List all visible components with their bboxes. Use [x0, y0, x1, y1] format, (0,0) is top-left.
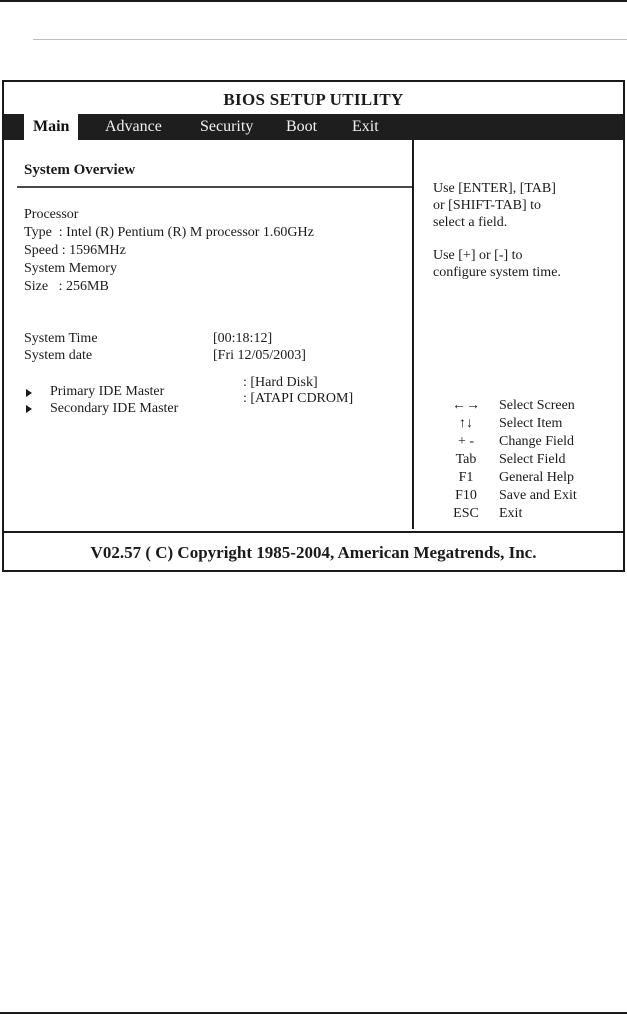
secondary-ide-master-item[interactable]: Secondary IDE Master: [50, 401, 179, 416]
key-description: Select Screen: [499, 398, 575, 413]
key-legend-row: [414, 415, 623, 433]
key-legend-row: [414, 469, 623, 487]
key-legend-row: [414, 397, 623, 415]
submenu-arrow-icon: [26, 389, 32, 397]
left-right-arrows-icon: ←→: [452, 398, 480, 413]
key-label: F1: [458, 470, 474, 485]
menu-bar: [4, 114, 623, 140]
menu-tab-exit[interactable]: Exit: [352, 118, 379, 135]
processor-type: Type : Intel (R) Pentium (R) M processor 1.60GHz: [24, 225, 314, 240]
key-description: Select Item: [499, 416, 563, 431]
help-panel: [414, 140, 623, 529]
key-legend-row: [414, 451, 623, 469]
key-description: Select Field: [499, 452, 566, 467]
key-description: Save and Exit: [499, 488, 577, 503]
key-label: Tab: [455, 452, 477, 467]
bios-setup-window: [2, 80, 625, 572]
system-date-label: System date: [24, 348, 93, 363]
menu-tab-security[interactable]: Security: [200, 118, 254, 135]
memory-label: System Memory: [24, 261, 117, 276]
key-legend-row: [414, 487, 623, 505]
secondary-ide-master-value: : [ATAPI CDROM]: [243, 391, 354, 406]
memory-size: Size : 256MB: [24, 279, 109, 294]
system-time-label: System Time: [24, 331, 98, 346]
key-label: + -: [457, 434, 475, 449]
key-legend-row: [414, 505, 623, 523]
processor-speed: Speed : 1596MHz: [24, 243, 126, 258]
section-divider: [17, 186, 412, 188]
key-label: ESC: [453, 506, 479, 521]
bios-title: BIOS SETUP UTILITY: [223, 90, 404, 109]
key-description: General Help: [499, 470, 575, 485]
key-description: Exit: [499, 506, 523, 521]
help-line: or [SHIFT-TAB] to: [433, 198, 542, 213]
key-legend-row: [414, 433, 623, 451]
primary-ide-master-item[interactable]: Primary IDE Master: [50, 384, 165, 399]
key-description: Change Field: [499, 434, 575, 449]
menu-tab-boot[interactable]: Boot: [286, 118, 318, 135]
copyright-footer: V02.57 ( C) Copyright 1985-2004, American Megatrends, Inc.: [4, 531, 623, 570]
main-panel: [4, 140, 414, 529]
page-header-rule: [33, 39, 627, 40]
help-line: select a field.: [433, 215, 508, 230]
system-time-value[interactable]: [00:18:12]: [213, 331, 273, 346]
help-line: Use [+] or [-] to: [433, 248, 523, 263]
submenu-arrow-icon: [26, 405, 32, 413]
help-line: Use [ENTER], [TAB]: [433, 181, 556, 196]
menu-tab-advance[interactable]: Advance: [105, 118, 162, 135]
page-top-rule: [0, 0, 627, 2]
section-title: System Overview: [24, 162, 136, 178]
page-bottom-rule: [0, 1012, 627, 1014]
menu-tab-main[interactable]: Main: [24, 114, 78, 140]
system-date-value[interactable]: [Fri 12/05/2003]: [213, 348, 306, 363]
primary-ide-master-value: : [Hard Disk]: [243, 375, 318, 390]
key-label: F10: [455, 488, 477, 503]
up-down-arrows-icon: ↑↓: [459, 416, 473, 431]
processor-label: Processor: [24, 207, 79, 222]
help-line: configure system time.: [433, 265, 561, 280]
